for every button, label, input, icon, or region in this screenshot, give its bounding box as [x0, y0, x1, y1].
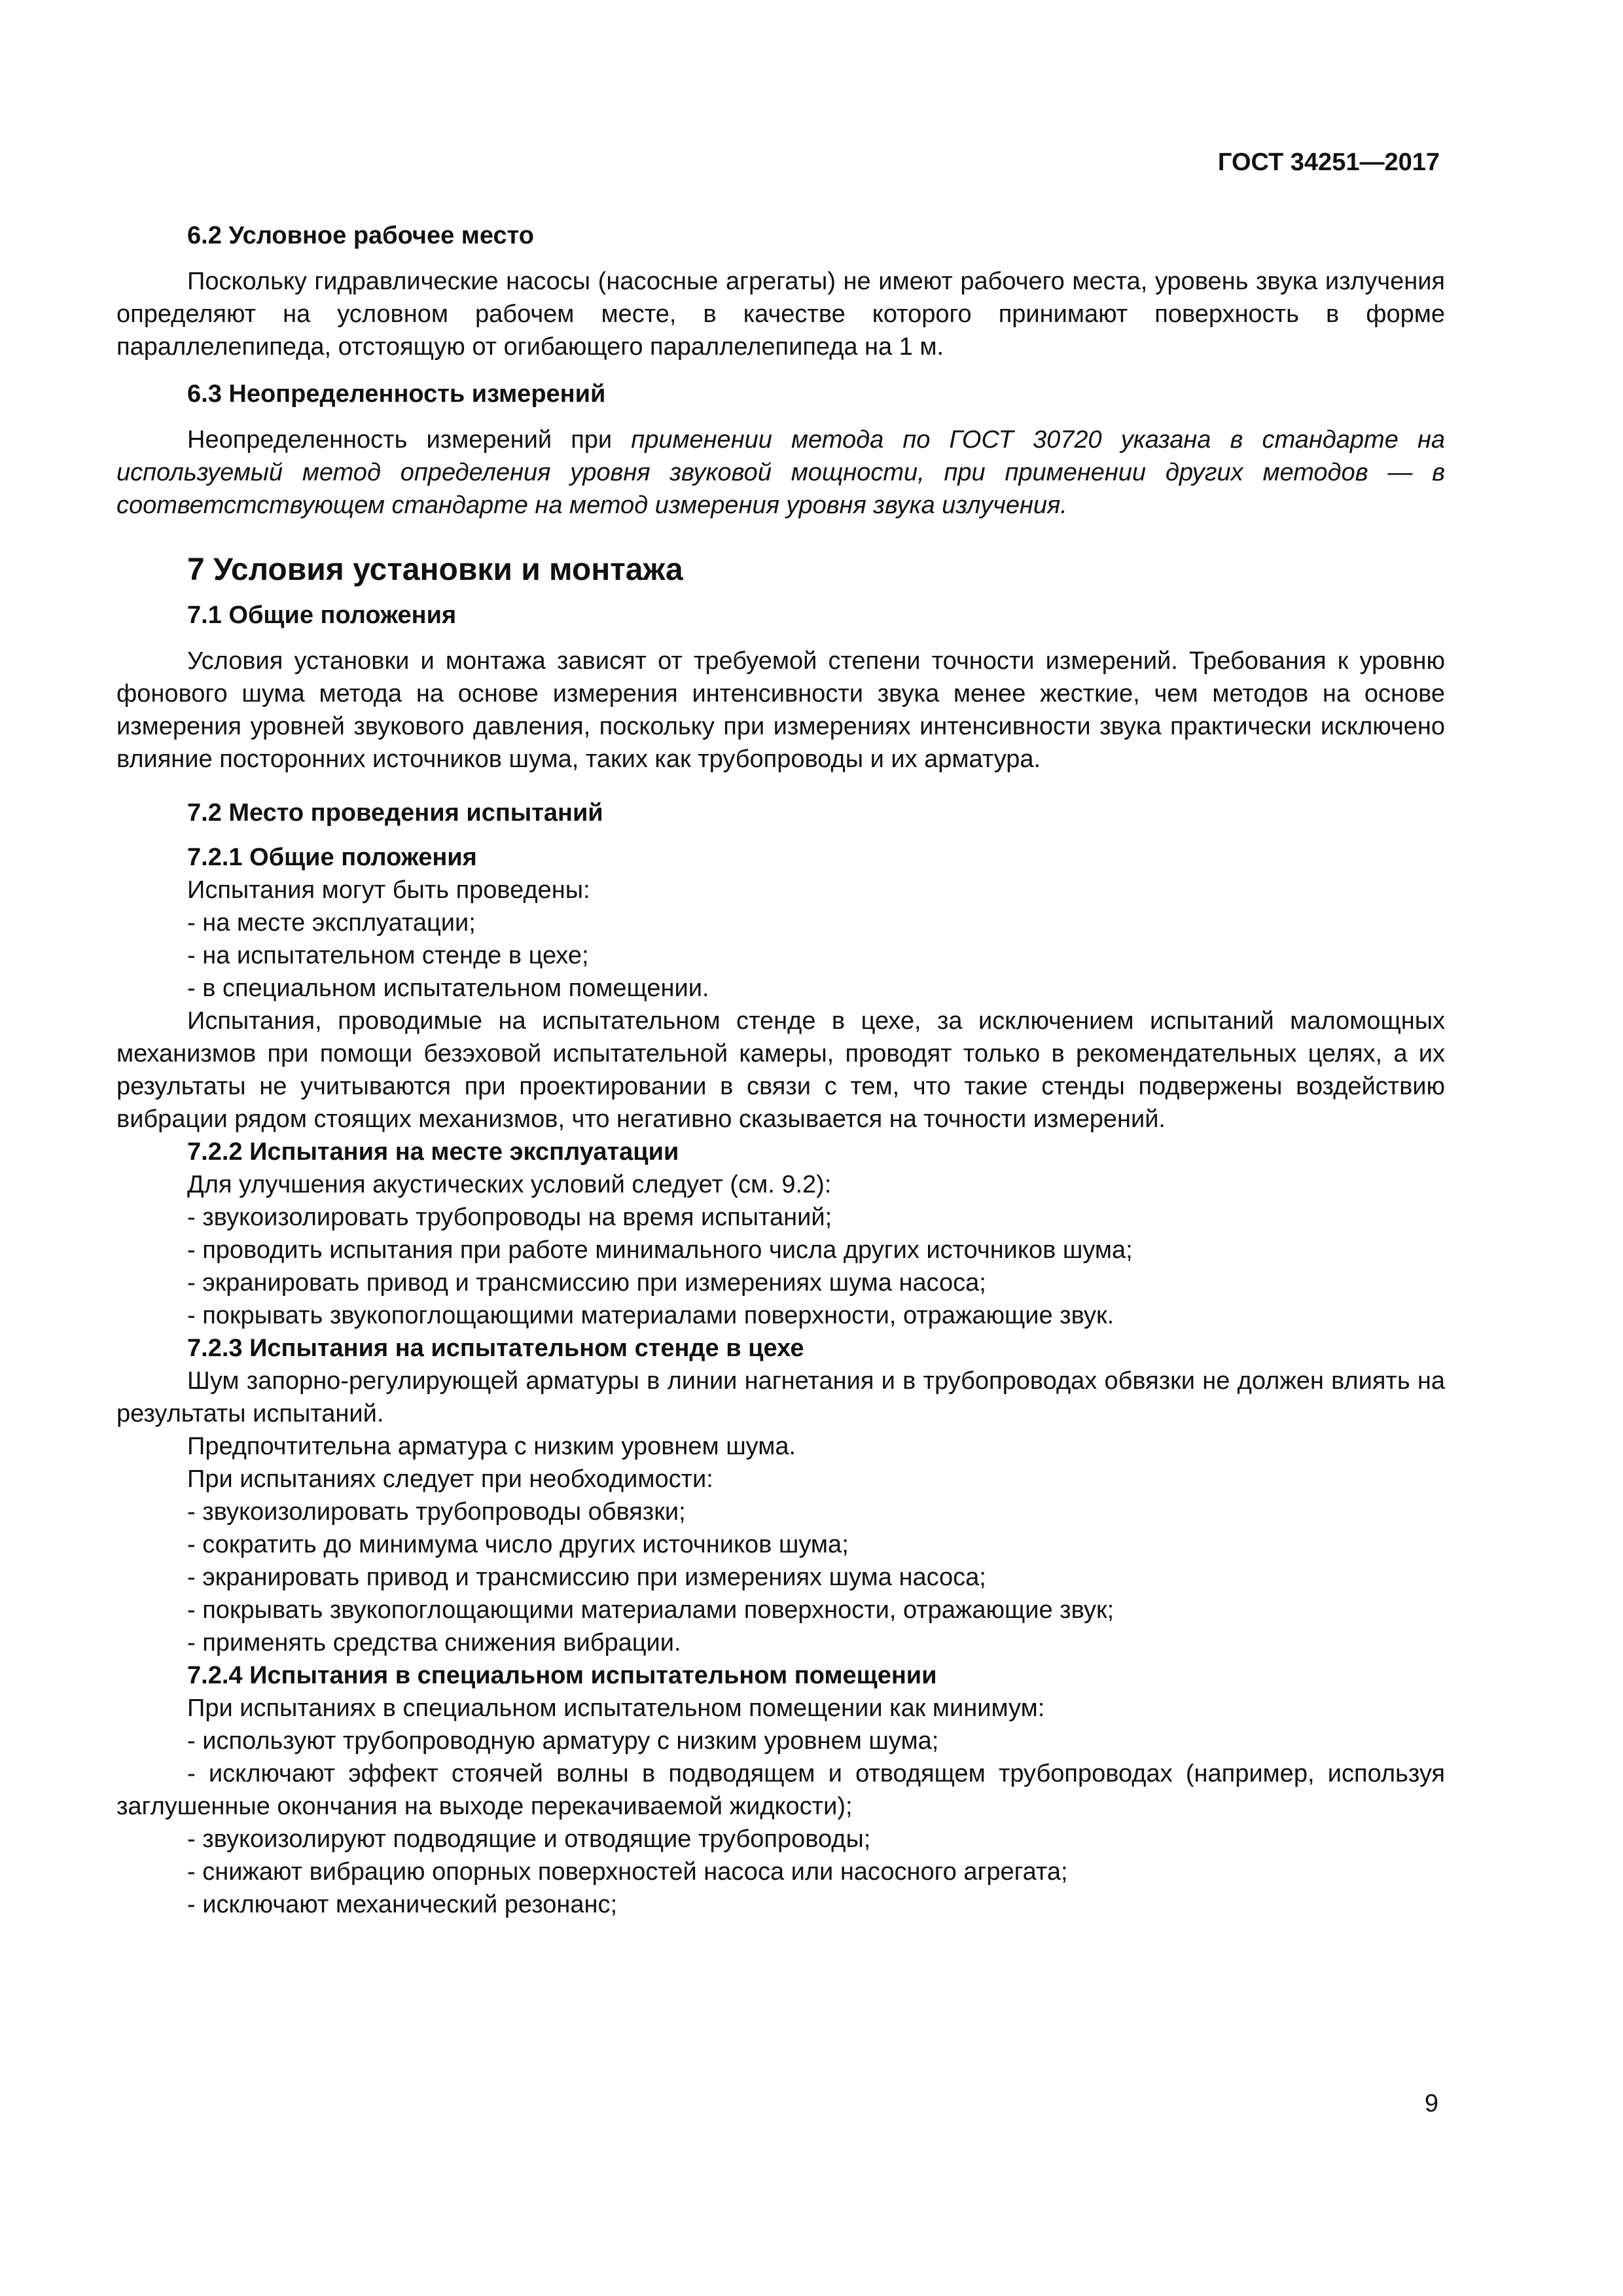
- section-6-3-text-plain: Неопределенность измерений при: [187, 426, 632, 454]
- section-7-2-1-heading: 7.2.1 Общие положения: [187, 844, 477, 871]
- list-item: - звукоизолировать трубопроводы обвязки;: [187, 1498, 686, 1526]
- section-7-2-3-note: Предпочтительна арматура с низким уровнем шума.: [187, 1433, 796, 1460]
- section-7-2-3-paragraph: Шум запорно-регулирующей арматуры в линии нагнетания и в трубопроводах обвязки не должен влиять на результаты испытаний.: [116, 1367, 1445, 1427]
- list-item: - используют трубопроводную арматуру с низким уровнем шума;: [187, 1727, 939, 1755]
- list-item: - экранировать привод и трансмиссию при измерениях шума насоса;: [187, 1564, 986, 1591]
- list-item: - на месте эксплуатации;: [187, 909, 476, 937]
- list-item: - покрывать звукопоглощающими материалами поверхности, отражающие звук;: [187, 1596, 1115, 1624]
- list-item: - звукоизолировать трубопроводы на время испытаний;: [187, 1204, 832, 1231]
- section-6-3-heading: 6.3 Неопределенность измерений: [187, 380, 606, 408]
- document-code-header: ГОСТ 34251—2017: [1217, 149, 1440, 176]
- list-item: - исключают механический резонанс;: [187, 1891, 618, 1918]
- section-6-2-paragraph: Поскольку гидравлические насосы (насосные агрегаты) не имеют рабочего места, уровень звука излучения определяют на условном рабочем месте, в качестве которого принимают поверхность в форме параллелепипеда, отстоящую от огибающего параллелепипеда на 1 м.: [116, 268, 1445, 361]
- section-7-2-4-heading: 7.2.4 Испытания в специальном испытательном помещении: [187, 1662, 937, 1689]
- list-item: - применять средства снижения вибрации.: [187, 1629, 681, 1657]
- section-7-1-heading: 7.1 Общие положения: [187, 601, 457, 629]
- list-item: - снижают вибрацию опорных поверхностей насоса или насосного агрегата;: [187, 1858, 1068, 1886]
- section-7-1-paragraph: Условия установки и монтажа зависят от требуемой степени точности измерений. Требования к уровню фонового шума метода на основе измерения интенсивности звука менее жесткие, чем методов на основе измерения уровней звукового давления, поскольку при измерениях интенсивности звука практически исключено влияние посторонних источников шума, таких как трубопроводы и их арматура.: [116, 647, 1445, 773]
- section-7-2-2-intro: Для улучшения акустических условий следует (см. 9.2):: [187, 1171, 832, 1198]
- list-item: - в специальном испытательном помещении.: [187, 975, 709, 1002]
- list-item: - экранировать привод и трансмиссию при измерениях шума насоса;: [187, 1269, 986, 1297]
- section-7-2-1-paragraph: Испытания, проводимые на испытательном стенде в цехе, за исключением испытаний маломощных механизмов при помощи безэховой испытательной камеры, проводят только в рекомендательных целях, а их результаты не учитываются при проектировании в связи с тем, что такие стенды подвержены воздействию вибрации рядом стоящих механизмов, что негативно сказывается на точности измерений.: [116, 1007, 1445, 1133]
- section-7-2-1-intro: Испытания могут быть проведены:: [187, 876, 590, 904]
- list-item: - сократить до минимума число других источников шума;: [187, 1531, 849, 1558]
- list-item: - на испытательном стенде в цехе;: [187, 942, 589, 969]
- section-6-2-heading: 6.2 Условное рабочее место: [187, 222, 534, 249]
- section-7-2-heading: 7.2 Место проведения испытаний: [187, 799, 603, 827]
- section-7-2-3-heading: 7.2.3 Испытания на испытательном стенде в цехе: [187, 1335, 804, 1362]
- list-item: - исключают эффект стоячей волны в подводящем и отводящем трубопроводах (например, используя заглушенные окончания на выходе перекачиваемой жидкости);: [116, 1760, 1445, 1820]
- list-item: - звукоизолируют подводящие и отводящие трубопроводы;: [187, 1825, 871, 1853]
- section-7-2-4-intro: При испытаниях в специальном испытательном помещении как минимум:: [187, 1695, 1045, 1722]
- page-content: [116, 219, 1445, 1921]
- section-6-3-text-italic: применении метода по ГОСТ 30720 указана в стандарте на используемый метод определения уровня звуковой мощности, при применении других методов — в соответстствующем стандарте на метод измерения уровня звука излучения.: [116, 426, 1445, 519]
- section-6-3-paragraph: [116, 423, 1445, 522]
- section-7-2-3-intro: При испытаниях следует при необходимости:: [187, 1465, 713, 1493]
- list-item: - проводить испытания при работе минимального числа других источников шума;: [187, 1236, 1133, 1264]
- section-7-heading: 7 Условия установки и монтажа: [187, 552, 683, 587]
- page-number: 9: [1424, 2090, 1438, 2117]
- section-7-2-2-heading: 7.2.2 Испытания на месте эксплуатации: [187, 1138, 679, 1166]
- list-item: - покрывать звукопоглощающими материалами поверхности, отражающие звук.: [187, 1302, 1115, 1329]
